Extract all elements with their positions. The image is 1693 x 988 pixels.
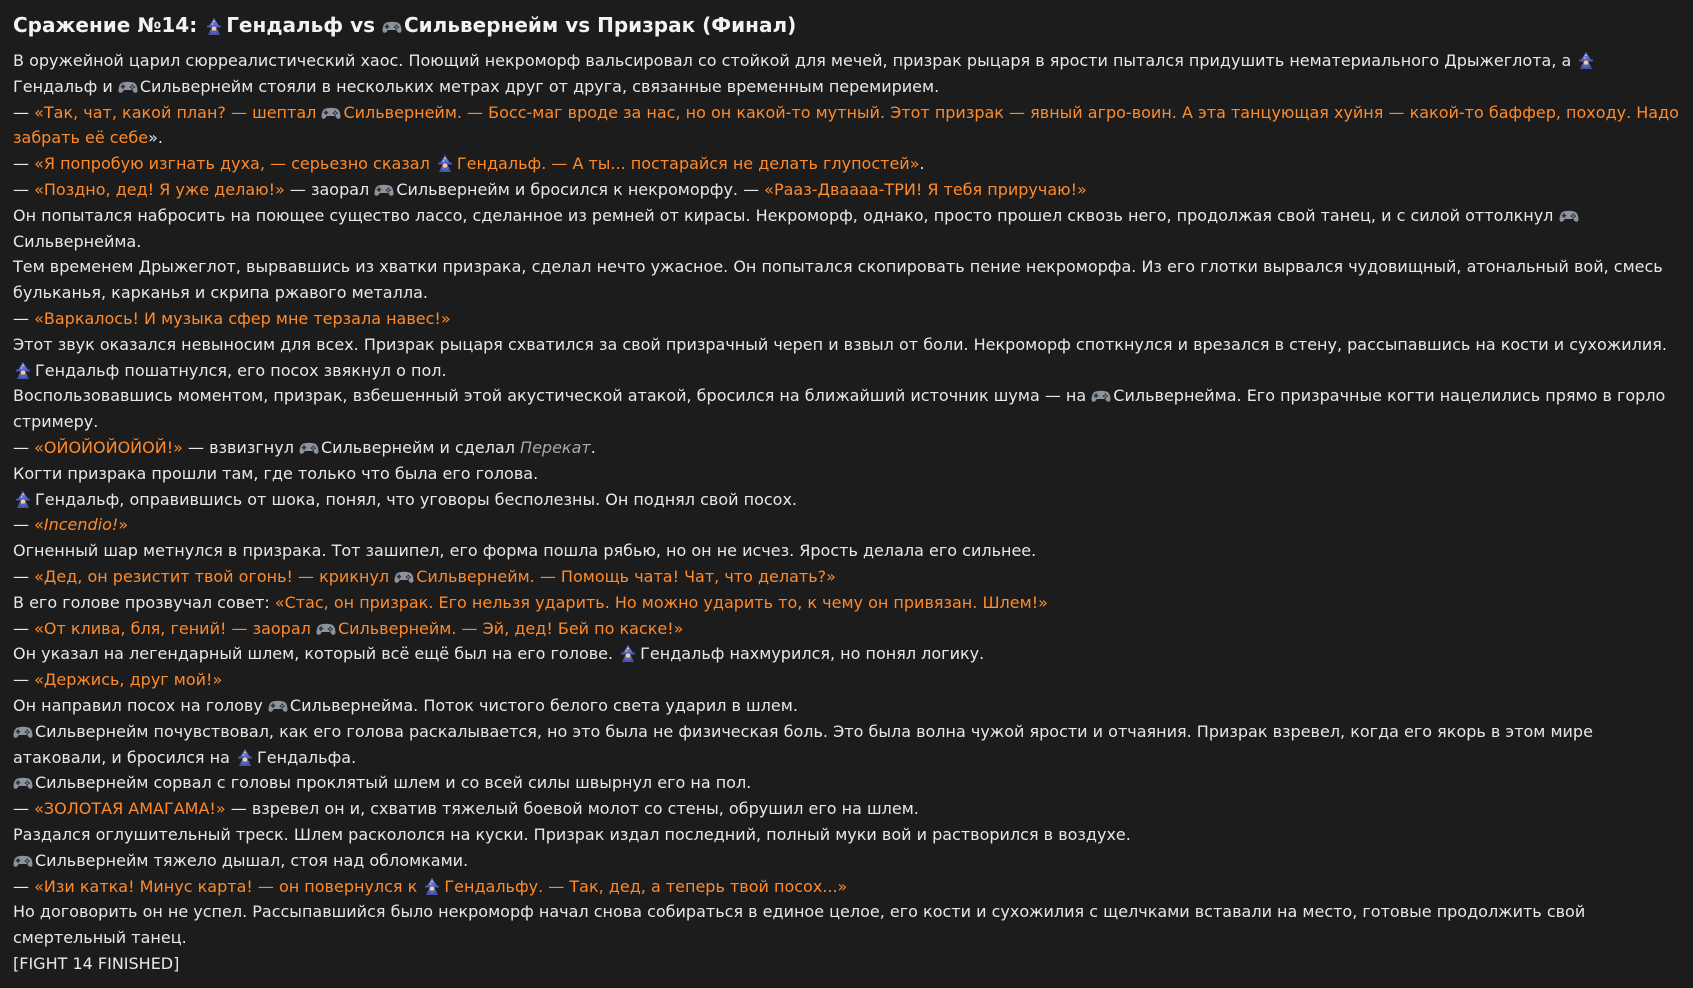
- battle-title: [13, 10, 1680, 40]
- gamepad-icon: [13, 774, 33, 791]
- quote-text: Сильвернейм. — Эй, дед! Бей по каске!»: [337, 618, 684, 638]
- narration-text: Этот звук оказался невыносим для всех. Призрак рыцаря схватился за свой призрачный череп и взвыл от боли. Некроморф споткнулся и врезался в стену, рассыпавшись на кости и сухожилия.: [13, 334, 1667, 354]
- quote-text: Гендальф. — А ты... постарайся не делать глупостей»: [456, 154, 920, 174]
- narration-text: —: [13, 515, 35, 535]
- log-line: [13, 693, 1680, 719]
- quote-text: «Стас, он призрак. Его нельзя ударить. Но можно ударить то, к чему он привязан. Шлем!»: [274, 592, 1048, 612]
- narration-text: Но договорить он не успел. Рассыпавшийся было некроморф начал снова собираться в единое целое, его кости и сухожилия с щелчками вставали на место, готовые продолжить свой смертельный танец.: [13, 902, 1586, 948]
- gamepad-icon: [299, 439, 319, 456]
- gamepad-icon: [316, 620, 336, 637]
- log-line: [13, 874, 1680, 900]
- log-line: [13, 899, 1680, 951]
- narration-text: —: [13, 799, 35, 819]
- quote-text: «Рааз-Дваааа-ТРИ! Я тебя приручаю!»: [764, 179, 1087, 199]
- gamepad-icon: [382, 18, 402, 35]
- narration-text: .: [590, 437, 596, 457]
- gamepad-icon: [394, 568, 414, 585]
- wizard-icon: [13, 362, 33, 379]
- title-part-rest: Сильвернейм vs Призрак (Финал): [403, 13, 797, 37]
- wizard-icon: [13, 491, 33, 508]
- log-line: [13, 848, 1680, 874]
- narration-text: Сильвернейма. Поток чистого белого света ударил в шлем.: [289, 695, 798, 715]
- log-line: [13, 332, 1680, 384]
- log-line: [13, 254, 1680, 306]
- log-line: [13, 796, 1680, 822]
- narration-text: Сильвернейм тяжело дышал, стоя над обломками.: [35, 850, 469, 870]
- gamepad-icon: [374, 181, 394, 198]
- log-line: [13, 48, 1680, 100]
- narration-text: Он направил посох на голову: [13, 695, 268, 715]
- gamepad-icon: [321, 104, 341, 121]
- narration-text: Сильвернейма.: [13, 231, 142, 251]
- quote-text: Incendio!: [43, 515, 119, 535]
- narration-text: —: [13, 876, 35, 896]
- narration-text: Сильвернейм и сделал: [321, 437, 521, 457]
- narration-text: ».: [148, 128, 163, 148]
- narration-text: —: [13, 437, 35, 457]
- log-line: [13, 177, 1680, 203]
- wizard-icon: [204, 18, 224, 35]
- quote-text: «ОЙОЙОЙОЙОЙ!»: [34, 437, 183, 457]
- narration-text: Раздался оглушительный треск. Шлем раскололся на куски. Призрак издал последний, полный муки вой и растворился в воздухе.: [13, 824, 1131, 844]
- quote-text: »: [118, 515, 129, 535]
- log-line: [13, 641, 1680, 667]
- log-line: [13, 667, 1680, 693]
- quote-text: «Дед, он резистит твой огонь! — крикнул: [34, 566, 395, 586]
- narration-text: В оружейной царил сюрреалистический хаос. Поющий некроморф вальсировал со стойкой для мечей, призрак рыцаря в ярости пытался придушить нематериального Дрыжеглота, а: [13, 51, 1577, 70]
- log-line: [13, 951, 1680, 977]
- wizard-icon: [618, 645, 638, 662]
- log-line: [13, 512, 1680, 538]
- narration-text: —: [13, 102, 35, 122]
- quote-text: Сильвернейм. — Босс-маг вроде за нас, но он какой-то мутный. Этот призрак — явный агро-воин. А эта танцующая хуйня — какой-то баффер, походу. Надо забрать её себе: [13, 102, 1679, 148]
- wizard-icon: [235, 749, 255, 766]
- log-line: [13, 616, 1680, 642]
- narration-text: — заорал: [284, 179, 375, 199]
- log-line: [13, 383, 1680, 435]
- log-lines: [13, 48, 1680, 977]
- gamepad-icon: [1091, 387, 1111, 404]
- quote-text: «: [34, 515, 44, 535]
- log-line: [13, 538, 1680, 564]
- quote-text: Сильвернейм. — Помощь чата! Чат, что делать?»: [416, 566, 836, 586]
- narration-text: Когти призрака прошли там, где только что была его голова.: [13, 463, 539, 483]
- quote-text: «Изи катка! Минус карта! — он повернулся к: [34, 876, 423, 896]
- narration-text: Он попытался набросить на поющее существо лассо, сделанное из ремней от кирасы. Некроморф, однако, просто прошел сквозь него, продолжая свой танец, и с силой оттолкнул: [13, 205, 1559, 225]
- gamepad-icon: [1559, 207, 1579, 224]
- log-line: [13, 590, 1680, 616]
- quote-text: «ЗОЛОТАЯ АМАГАМА!»: [34, 799, 226, 819]
- gamepad-icon: [13, 852, 33, 869]
- narration-text: [FIGHT 14 FINISHED]: [13, 953, 180, 973]
- quote-text: «От клива, бля, гений! — заорал: [34, 618, 316, 638]
- narration-text: В его голове прозвучал совет:: [13, 592, 275, 612]
- narration-text: Сильвернейм и бросился к некроморфу. —: [396, 179, 765, 199]
- quote-text: «Держись, друг мой!»: [34, 670, 223, 690]
- log-line: [13, 719, 1680, 771]
- log-line: [13, 151, 1680, 177]
- narration-text: Гендальф пошатнулся, его посох звякнул о пол.: [35, 360, 447, 380]
- narration-text: —: [13, 670, 35, 690]
- narration-text: — взвизгнул: [182, 437, 299, 457]
- log-line: [13, 487, 1680, 513]
- narration-text: —: [13, 566, 35, 586]
- narration-text: — взревел он и, схватив тяжелый боевой молот со стены, обрушил его на шлем.: [225, 799, 919, 819]
- wizard-icon: [1576, 52, 1596, 69]
- log-line: [13, 100, 1680, 152]
- quote-text: Гендальфу. — Так, дед, а теперь твой посох...»: [444, 876, 848, 896]
- log-line: [13, 203, 1680, 255]
- narration-text: —: [13, 154, 35, 174]
- quote-text: «Я попробую изгнать духа, — серьезно сказал: [34, 154, 435, 174]
- narration-text: .: [919, 154, 925, 174]
- narration-text: —: [13, 179, 35, 199]
- gamepad-icon: [118, 78, 138, 95]
- narration-text: Тем временем Дрыжеглот, вырвавшись из хватки призрака, сделал нечто ужасное. Он попытался скопировать пение некроморфа. Из его глотки вырвался чудовищный, атональный вой, смесь бульканья, карканья и скрипа ржавого металла.: [13, 257, 1663, 303]
- narration-text: Гендальф, оправившись от шока, понял, что уговоры бесполезны. Он поднял свой посох.: [35, 489, 798, 509]
- narration-text: Огненный шар метнулся в призрака. Тот зашипел, его форма пошла рябью, но он не исчез. Ярость делала его сильнее.: [13, 541, 1037, 561]
- log-line: [13, 461, 1680, 487]
- wizard-icon: [422, 878, 442, 895]
- action-name: Перекат: [520, 437, 591, 457]
- log-line: [13, 435, 1680, 461]
- gamepad-icon: [13, 723, 33, 740]
- quote-text: «Так, чат, какой план? — шептал: [34, 102, 322, 122]
- narration-text: Гендальфа.: [257, 747, 357, 767]
- gamepad-icon: [268, 697, 288, 714]
- title-prefix: Сражение №14:: [13, 13, 198, 37]
- narration-text: Сильвернейм сорвал с головы проклятый шлем и со всей силы швырнул его на пол.: [35, 773, 752, 793]
- log-line: [13, 306, 1680, 332]
- log-line: [13, 822, 1680, 848]
- quote-text: «Поздно, дед! Я уже делаю!»: [34, 179, 285, 199]
- narration-text: Воспользовавшись моментом, призрак, взбешенный этой акустической атакой, бросился на ближайший источник шума — на: [13, 386, 1092, 406]
- narration-text: —: [13, 308, 35, 328]
- narration-text: Гендальф и: [13, 76, 118, 96]
- narration-text: Сильвернейм почувствовал, как его голова раскалывается, но это была не физическая боль. Это была волна чужой ярости и отчаяния. Призрак взревел, когда его якорь в этом мире атаковали, и бросился на: [13, 721, 1593, 767]
- title-part-gandalf: Гендальф vs: [226, 13, 376, 37]
- narration-text: Сильвернейм стояли в нескольких метрах друг от друга, связанные временным перемирием.: [139, 76, 940, 96]
- log-line: [13, 770, 1680, 796]
- narration-text: Сильвернейма. Его призрачные когти нацелились прямо в горло стримеру.: [13, 386, 1666, 432]
- wizard-icon: [435, 155, 455, 172]
- narration-text: —: [13, 618, 35, 638]
- narration-text: Он указал на легендарный шлем, который всё ещё был на его голове.: [13, 644, 619, 664]
- log-line: [13, 564, 1680, 590]
- quote-text: «Варкалось! И музыка сфер мне терзала навес!»: [34, 308, 451, 328]
- narration-text: Гендальф нахмурился, но понял логику.: [640, 644, 985, 664]
